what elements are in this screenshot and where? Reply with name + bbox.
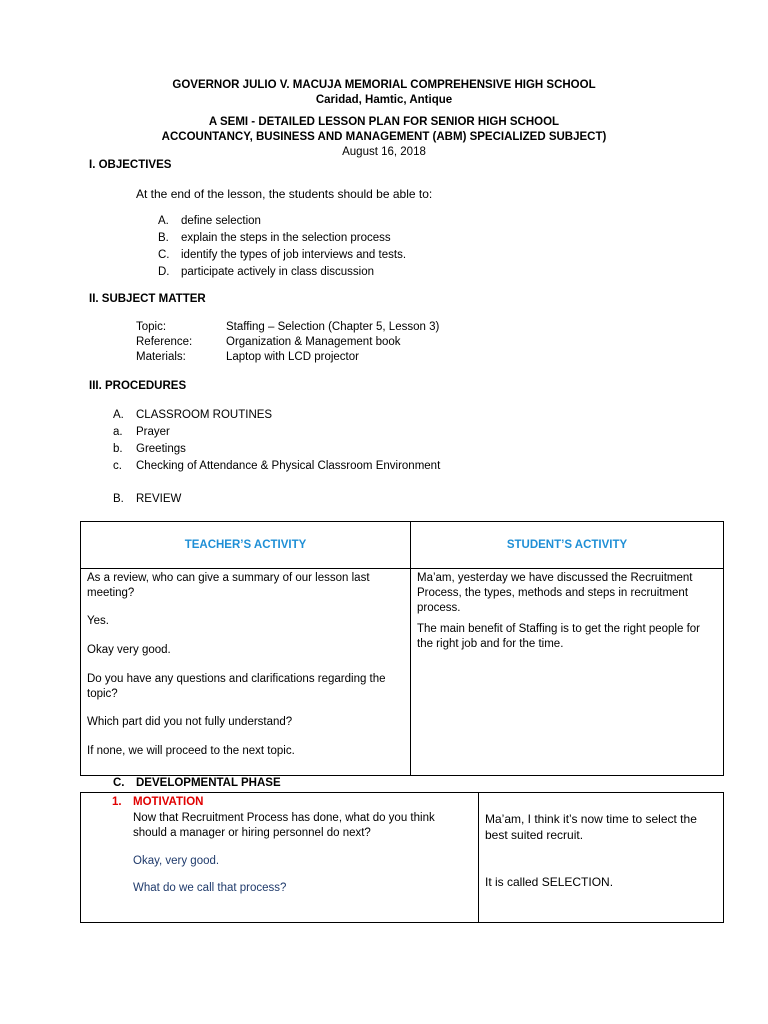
school-location: Caridad, Hamtic, Antique (315, 94, 453, 106)
teacher-line: Yes. (87, 615, 109, 627)
objective-marker: D. (158, 266, 170, 278)
objective-item: participate actively in class discussion (181, 266, 375, 278)
routine-marker: a. (113, 426, 123, 438)
routine-item: Checking of Attendance & Physical Classroom Environment (136, 460, 441, 472)
subject-title: ACCOUNTANCY, BUSINESS AND MANAGEMENT (ABM) SPECIALIZED SUBJECT) (161, 131, 607, 143)
review-table (80, 521, 724, 776)
subject-value: Staffing – Selection (Chapter 5, Lesson 3) (226, 321, 440, 333)
objective-marker: C. (158, 249, 170, 261)
review-teacher-cell (81, 569, 411, 776)
motivation-marker: 1. (112, 796, 122, 808)
subject-label: Materials: (136, 351, 186, 363)
motivation-teacher-line: Okay, very good. (133, 855, 220, 867)
subject-value: Laptop with LCD projector (226, 351, 359, 363)
routine-item: Greetings (136, 443, 186, 455)
objective-item: define selection (181, 215, 261, 227)
objectives-heading: I. OBJECTIVES (89, 159, 172, 171)
objective-item: explain the steps in the selection process (181, 232, 391, 244)
subject-label: Topic: (136, 321, 167, 333)
student-line: Ma’am, yesterday we have discussed the Recruitment Process, the types, methods and steps in recruitment process. (417, 572, 693, 614)
objective-marker: B. (158, 232, 169, 244)
teacher-line: If none, we will proceed to the next topic. (87, 745, 295, 757)
teacher-line: Which part did you not fully understand? (87, 716, 293, 728)
routine-marker: b. (113, 443, 123, 455)
review-title: REVIEW (136, 493, 182, 505)
motivation-teacher-line: Now that Recruitment Process has done, what do you think should a manager or hiring personnel do next? (133, 812, 435, 839)
plan-title: A SEMI - DETAILED LESSON PLAN FOR SENIOR HIGH SCHOOL (208, 116, 560, 128)
objective-item: identify the types of job interviews and tests. (181, 249, 407, 261)
motivation-student-line: It is called SELECTION. (485, 875, 614, 889)
motivation-title: MOTIVATION (133, 796, 204, 808)
school-name: GOVERNOR JULIO V. MACUJA MEMORIAL COMPREHENSIVE HIGH SCHOOL (172, 79, 596, 91)
motivation-student-line: Ma’am, I think it’s now time to select the best suited recruit. (485, 812, 697, 842)
routines-title: CLASSROOM ROUTINES (136, 409, 273, 421)
motivation-student-cell (479, 793, 724, 923)
student-activity-header: STUDENT’S ACTIVITY (411, 522, 724, 569)
teacher-activity-header: TEACHER’S ACTIVITY (81, 522, 411, 569)
teacher-line: As a review, who can give a summary of our lesson last meeting? (87, 572, 370, 599)
subject-matter-heading: II. SUBJECT MATTER (89, 293, 206, 305)
teacher-line: Do you have any questions and clarifications regarding the topic? (87, 673, 386, 700)
objectives-intro: At the end of the lesson, the students should be able to: (136, 187, 433, 201)
subject-value: Organization & Management book (226, 336, 401, 348)
routine-marker: c. (113, 460, 122, 472)
procedures-heading: III. PROCEDURES (89, 380, 187, 392)
developmental-marker: C. (113, 777, 125, 789)
objective-marker: A. (158, 215, 169, 227)
review-marker: B. (113, 493, 124, 505)
routines-marker: A. (113, 409, 124, 421)
motivation-teacher-line: What do we call that process? (133, 882, 287, 894)
student-line: The main benefit of Staffing is to get the right people for the right job and for the time. (417, 623, 700, 650)
teacher-line: Okay very good. (87, 644, 171, 656)
review-student-cell (411, 569, 724, 776)
routine-item: Prayer (136, 426, 170, 438)
motivation-teacher-cell (81, 793, 479, 923)
subject-label: Reference: (136, 336, 193, 348)
plan-date: August 16, 2018 (342, 146, 426, 158)
developmental-title: DEVELOPMENTAL PHASE (136, 777, 281, 789)
motivation-table (80, 792, 724, 923)
